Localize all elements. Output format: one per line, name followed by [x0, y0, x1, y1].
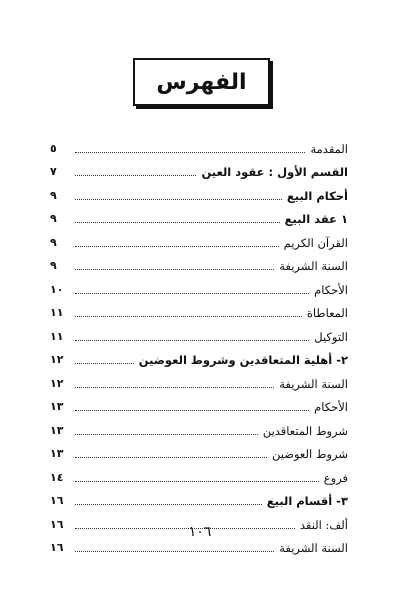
toc-entry — [50, 226, 348, 250]
toc-entry-page: ١٦ — [50, 517, 64, 531]
toc-entry-title: المعاطاة — [306, 306, 348, 320]
toc-entry — [50, 250, 348, 274]
toc-entry-title: المقدمة — [310, 141, 348, 156]
dot-leader — [75, 551, 274, 552]
toc-entry — [50, 297, 348, 321]
dot-leader — [75, 199, 282, 200]
dot-leader — [75, 316, 302, 317]
dot-leader — [75, 410, 309, 411]
toc-entry-page: ١٦ — [50, 494, 64, 507]
toc-entry-title: شروط العوضين — [271, 447, 348, 461]
dot-leader — [75, 175, 196, 176]
dot-leader — [75, 293, 309, 294]
dot-leader — [75, 152, 305, 153]
toc-entry-title: القرآن الكريم — [283, 235, 348, 250]
toc-entry — [50, 320, 348, 344]
dot-leader — [75, 246, 279, 247]
toc-entry-title: القسم الأول : عقود العين — [201, 165, 348, 179]
toc-entry-page: ١٦ — [50, 541, 64, 554]
toc-entry — [50, 344, 348, 368]
toc-entry-title: ٢- أهلية المتعاقدين وشروط العوضين — [138, 353, 348, 367]
toc-entry-page: ٥ — [50, 141, 57, 155]
toc-entry — [50, 273, 348, 297]
toc-entry-title: شروط المتعاقدين — [262, 423, 348, 438]
toc-entry-title: التوكيل — [314, 329, 348, 344]
table-of-contents — [50, 132, 348, 555]
index-title-box — [133, 58, 270, 106]
dot-leader — [75, 387, 274, 388]
toc-entry-title: ٣- أقسام البيع — [266, 494, 348, 508]
toc-entry-page: ٩ — [50, 235, 57, 249]
index-title: الفهرس — [156, 69, 247, 95]
toc-entry-title: أحكام البيع — [286, 188, 348, 203]
toc-entry — [50, 156, 348, 180]
toc-entry — [50, 367, 348, 391]
dot-leader — [75, 340, 309, 341]
toc-entry — [50, 132, 348, 156]
toc-entry — [50, 203, 348, 227]
toc-entry-page: ١١ — [50, 329, 64, 343]
toc-entry-title: السنة الشريفة — [279, 376, 348, 391]
toc-entry-title: السنة الشريفة — [279, 541, 348, 555]
dot-leader — [75, 457, 267, 458]
toc-entry-page: ١٤ — [50, 470, 64, 484]
toc-entry-title: ألف: النقد — [299, 517, 348, 532]
page-number: ١٠٦ — [188, 524, 212, 540]
toc-entry-page: ١٣ — [50, 400, 64, 413]
toc-entry-title: فروع — [323, 470, 348, 485]
toc-entry-page: ١٢ — [50, 353, 64, 366]
toc-entry — [50, 391, 348, 415]
toc-entry-title: ١ عقد البيع — [284, 212, 348, 226]
toc-entry-title: السنة الشريفة — [279, 259, 348, 273]
toc-entry-title: الأحكام — [314, 282, 348, 297]
toc-entry — [50, 485, 348, 509]
toc-entry-page: ٩ — [50, 212, 57, 225]
dot-leader — [75, 504, 262, 505]
toc-entry-page: ٩ — [50, 259, 57, 272]
toc-entry-page: ١٣ — [50, 447, 64, 460]
toc-entry — [50, 414, 348, 438]
toc-entry-page: ١٣ — [50, 423, 64, 437]
toc-entry-page: ١٢ — [50, 376, 64, 390]
toc-entry-page: ١١ — [50, 306, 64, 319]
toc-entry — [50, 461, 348, 485]
toc-entry-page: ١٠ — [50, 282, 64, 296]
dot-leader — [75, 434, 258, 435]
toc-entry-title: الأحكام — [314, 400, 348, 414]
dot-leader — [75, 269, 274, 270]
toc-entry-page: ٩ — [50, 188, 57, 202]
dot-leader — [75, 363, 134, 364]
toc-entry — [50, 179, 348, 203]
toc-entry-page: ٧ — [50, 165, 57, 178]
toc-entry — [50, 438, 348, 462]
dot-leader — [75, 481, 319, 482]
dot-leader — [75, 222, 280, 223]
